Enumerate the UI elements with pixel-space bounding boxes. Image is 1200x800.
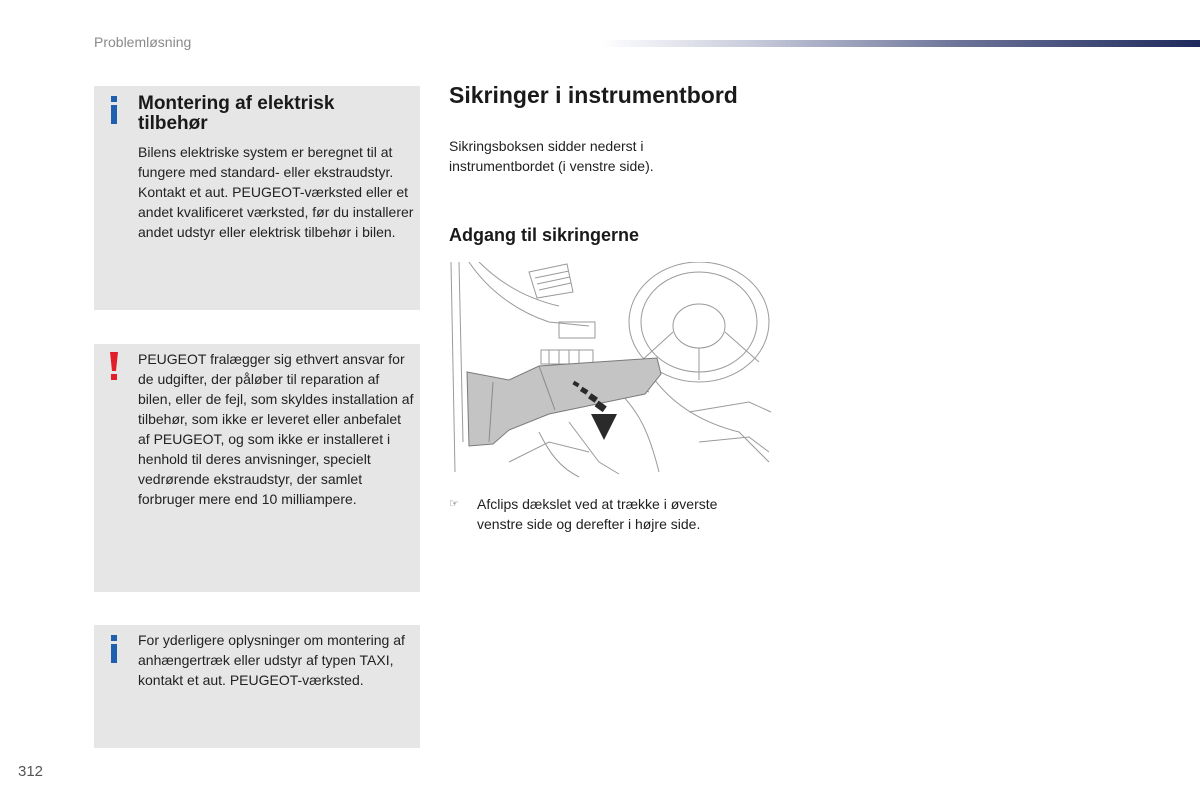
info-box-towbar <box>94 625 420 748</box>
instruction-text: Afclips dækslet ved at trække i øverste venstre side og derefter i højre side. <box>477 496 718 532</box>
pointer-hand-icon: ☞ <box>449 498 459 510</box>
dashboard-fusebox-illustration <box>449 262 775 482</box>
warning-box-liability <box>94 344 420 592</box>
info-box-electrical-accessories <box>94 86 420 310</box>
box-paragraph: Kontakt et aut. PEUGEOT-værksted eller et andet kvalificeret værksted, før du installerer andet udstyr eller elektrisk tilbehør i bilen. <box>138 184 414 240</box>
intro-text: Sikringsboksen sidder nederst i instrumentbordet (i venstre side). <box>449 138 654 174</box>
page-title: Sikringer i instrumentbord <box>449 82 738 108</box>
page-number: 312 <box>18 763 44 780</box>
box-title: Montering af elektrisk tilbehør <box>138 93 335 134</box>
box-text <box>138 142 416 242</box>
header-bar <box>600 40 1200 47</box>
info-icon <box>108 635 120 668</box>
subsection-title: Adgang til sikringerne <box>449 225 640 245</box>
box-paragraph: Bilens elektriske system er beregnet til at fungere med standard- eller ekstraudstyr. <box>138 144 394 180</box>
section-header: Problemløsning <box>94 34 192 50</box>
warning-icon <box>108 352 120 387</box>
box-text: PEUGEOT fralægger sig ethvert ansvar for de udgifter, der påløber til reparation af bilen, eller de fejl, som skyldes installation af tilbehør, som ikke er leveret eller anbefalet af PEUGEOT, og som ikke er installeret i henhold til deres anvisninger, specielt vedrørende ekstraudstyr, der samlet forbruger mere end 10 milliampere. <box>138 351 414 507</box>
box-text: For yderligere oplysninger om montering af anhængertræk eller udstyr af typen TAXI, kontakt et aut. PEUGEOT-værksted. <box>138 632 405 688</box>
info-icon <box>108 96 120 129</box>
